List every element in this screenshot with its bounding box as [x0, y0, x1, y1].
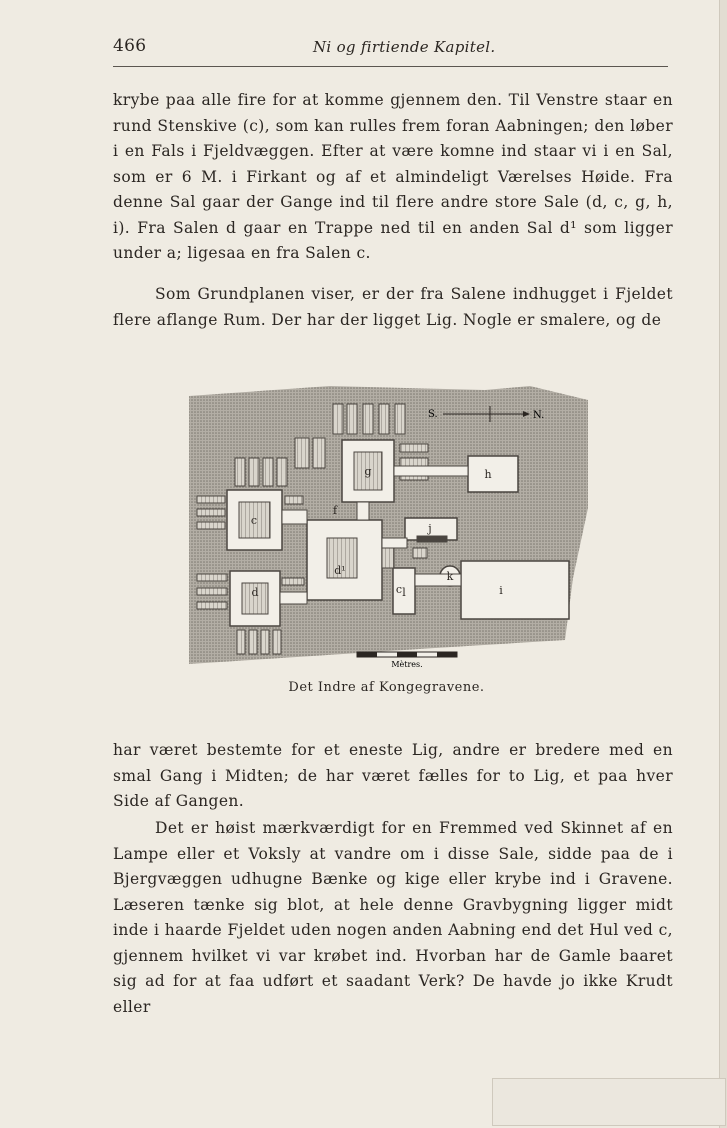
- compass-south: S.: [428, 409, 438, 420]
- compass-north: N.: [533, 410, 545, 421]
- floor-plan-figure: [185, 378, 588, 670]
- label-i: i: [499, 584, 503, 597]
- chamber-h: [468, 456, 518, 492]
- paragraph-4: [113, 816, 673, 1020]
- label-d: d: [251, 586, 259, 599]
- paragraph-2: [113, 282, 673, 333]
- label-f: f: [332, 504, 338, 517]
- paragraph-1-text: krybe paa alle fire for at komme gjennem den. Til Venstre staar en rund Stenskive (c), som kan rulles frem foran Aabningen; den løber i en Fals i Fjeldvæggen. Efter at være komne ind staar vi i en Sal, som er 6 M. i Firkant og af et almindeligt Værelses Høide. Fra denne Sal gaar der Gange ind til flere andre store Sale (d, c, g, h, i). Fra Salen d gaar en Trappe ned til en anden Sal d¹ som ligger under a; ligesaa en fra Salen c.: [113, 91, 673, 262]
- label-h: h: [484, 468, 492, 481]
- label-c-entrance: c: [395, 583, 403, 596]
- label-g: g: [364, 465, 372, 478]
- paragraph-3-text: har været bestemte for et eneste Lig, andre er bredere med en smal Gang i Midten; de har været fælles for to Lig, et paa hver Side af Gangen.: [113, 741, 673, 810]
- paragraph-3: [113, 738, 673, 815]
- page-edge: [719, 0, 727, 1128]
- scale-label: Mètres.: [391, 660, 423, 669]
- header-rule: [113, 66, 668, 67]
- paragraph-4-text: Det er høist mærkværdigt for en Fremmed ved Skinnet af en Lampe eller et Voksly at vandre om i disse Sale, sidde paa de i Bjergvæggen udhugne Bænke og kige eller krybe ind i Gravene. Læseren tænke sig blot, at hele denne Gravbygning ligger midt inde i haarde Fjeldet uden nogen anden Aabning end det Hul ved c, gjennem hvilket vi var krøbet ind. Hvorban har de Gamle baaret sig ad for at faa udført et saadant Verk? De havde jo ikke Krudt eller: [113, 819, 673, 1016]
- label-c: c: [250, 514, 258, 527]
- floor-plan-illustration: [185, 378, 588, 670]
- page-header: [113, 36, 668, 60]
- figure-caption: Det Indre af Kongegravene.: [288, 680, 485, 695]
- running-title: Ni og firtiende Kapitel.: [313, 38, 496, 56]
- chamber-i: [461, 561, 569, 619]
- label-d1: d¹: [334, 564, 346, 577]
- label-l: l: [402, 586, 406, 599]
- scale-bar: [357, 652, 457, 669]
- label-k: k: [446, 570, 454, 583]
- page-number: 466: [113, 36, 147, 56]
- paragraph-2-text: Som Grundplanen viser, er der fra Salene indhugget i Fjeldet flere aflange Rum. Der har der ligget Lig. Nogle er smalere, og de: [113, 285, 673, 329]
- label-j: j: [428, 522, 432, 535]
- corner-library-mark: [492, 1078, 726, 1126]
- paragraph-1: [113, 88, 673, 267]
